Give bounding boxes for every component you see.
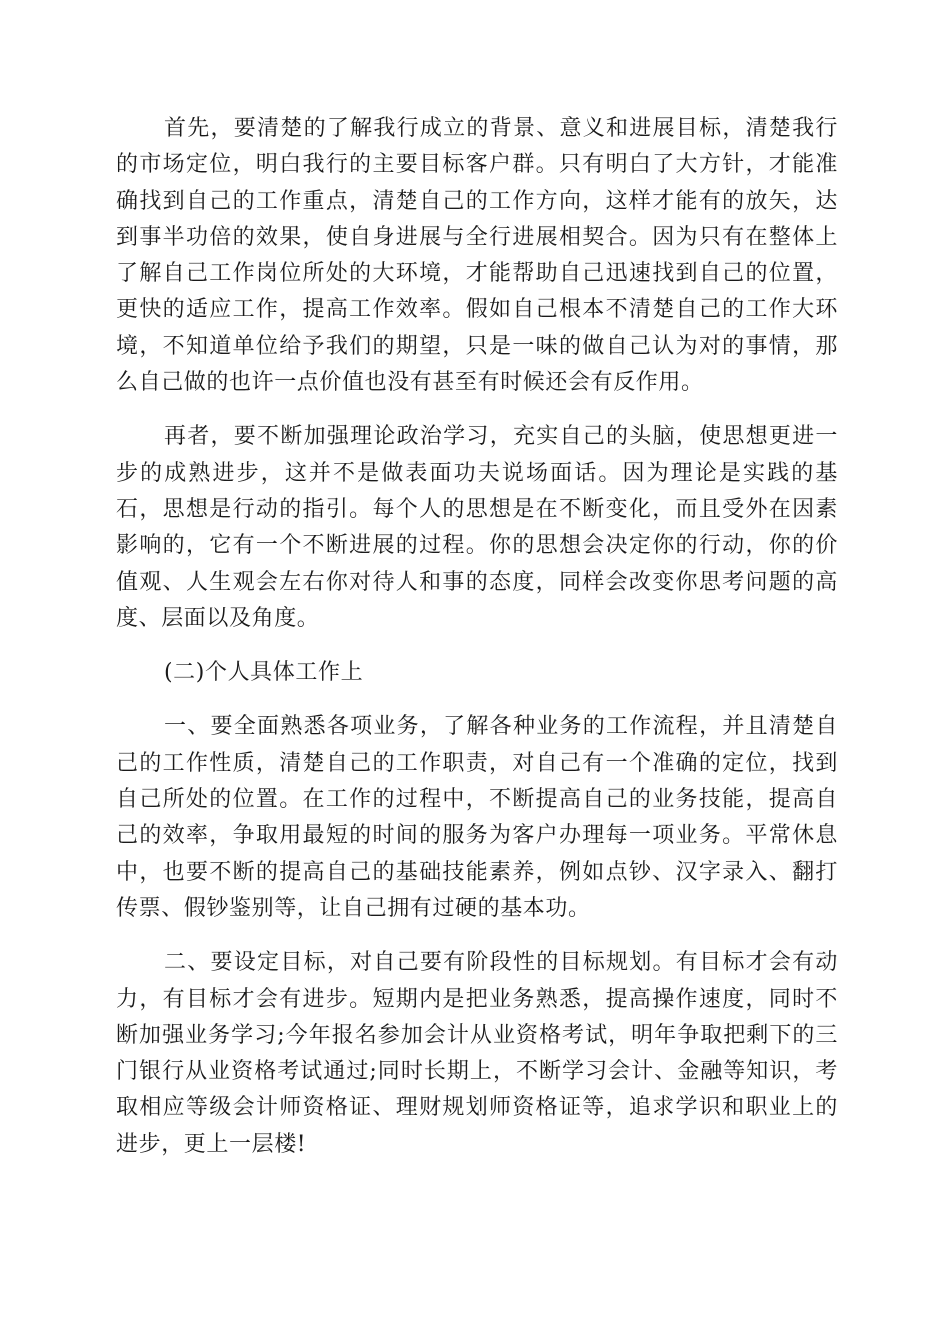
paragraph-business-familiarity: 一、要全面熟悉各项业务，了解各种业务的工作流程，并且清楚自己的工作性质，清楚自己的工作职责，对自己有一个准确的定位，找到自己所处的位置。在工作的过程中，不断提高自己的业务技能，提高自己的效率，争取用最短的时间的服务为客户办理每一项业务。平常休息中，也要不断的提高自己的基础技能素养，例如点钞、汉字录入、翻打传票、假钞鉴别等，让自己拥有过硬的基本功。 xyxy=(116,714,838,921)
paragraph-goal-setting: 二、要设定目标，对自己要有阶段性的目标规划。有目标才会有动力，有目标才会有进步。短期内是把业务熟悉，提高操作速度，同时不断加强业务学习;今年报名参加会计从业资格考试，明年争取把剩下的三门银行从业资格考试通过;同时长期上，不断学习会计、金融等知识，考取相应等级会计师资格证、理财规划师资格证等，追求学识和职业上的进步，更上一层楼! xyxy=(116,950,838,1157)
document-body xyxy=(116,111,838,1181)
section-heading-personal-work: (二)个人具体工作上 xyxy=(164,660,364,686)
paragraph-background: 首先，要清楚的了解我行成立的背景、意义和进展目标，清楚我行的市场定位，明白我行的主要目标客户群。只有明白了大方针，才能准确找到自己的工作重点，清楚自己的工作方向，这样才能有的放矢，达到事半功倍的效果，使自身进展与全行进展相契合。因为只有在整体上了解自己工作岗位所处的大环境，才能帮助自己迅速找到自己的位置，更快的适应工作，提高工作效率。假如自己根本不清楚自己的工作大环境，不知道单位给予我们的期望，只是一味的做自己认为对的事情，那么自己做的也许一点价值也没有甚至有时候还会有反作用。 xyxy=(116,116,838,396)
paragraph-theory-study: 再者，要不断加强理论政治学习，充实自己的头脑，使思想更进一步的成熟进步，这并不是做表面功夫说场面话。因为理论是实践的基石，思想是行动的指引。每个人的思想是在不断变化，而且受外在因素影响的，它有一个不断进展的过程。你的思想会决定你的行动，你的价值观、人生观会左右你对待人和事的态度，同样会改变你思考问题的高度、层面以及角度。 xyxy=(116,424,838,631)
